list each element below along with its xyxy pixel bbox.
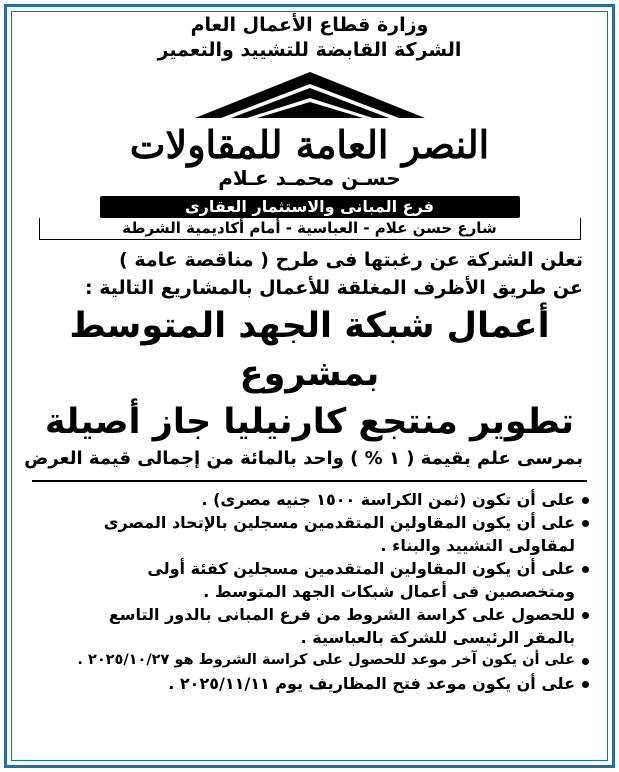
person-name: حسـن محمـد عـلام xyxy=(218,166,401,190)
condition-item xyxy=(28,511,589,534)
condition-item xyxy=(28,603,589,626)
condition-continuation xyxy=(28,534,589,557)
condition-item xyxy=(28,557,589,580)
condition-text: على أن تكون (ثمن الكراسة ١٥٠٠ جنيه مصرى) . xyxy=(201,490,575,509)
bullet-icon xyxy=(582,612,589,619)
condition-text: للحصول على كراسة الشروط من فرع المبانى بالدور التاسع xyxy=(108,605,575,624)
ad-content xyxy=(18,12,601,758)
insurance-line: بمرسى علم بقيمة ( ١ % ) واحد بالمائة من إجمالى قيمة العرض xyxy=(24,448,583,469)
holding-company: الشركة القابضة للتشييد والتعمير xyxy=(157,39,462,61)
branch-address: شارع حسن علام - العباسية - أمام أكاديمية الشرطة xyxy=(39,218,581,240)
conditions-list xyxy=(18,488,601,695)
announcement-line-2: عن طريق الأظرف المغلقة للأعمال بالمشاريع التالية : xyxy=(85,277,583,299)
company-logo-icon xyxy=(18,66,601,122)
bullet-icon xyxy=(582,681,589,688)
project-headline-1: أعمال شبكة الجهد المتوسط بمشروع xyxy=(69,306,550,394)
condition-item xyxy=(28,649,589,672)
company-name: النصر العامة للمقاولات xyxy=(129,122,490,167)
bullet-icon xyxy=(582,497,589,504)
condition-text: على أن يكون المقاولين المتقدمين مسجلين بالإتحاد المصرى xyxy=(103,513,575,532)
condition-item xyxy=(28,672,589,695)
ministry-title: وزارة قطاع الأعمال العام xyxy=(190,14,429,36)
condition-text: بالمقر الرئيسى للشركة بالعباسية . xyxy=(300,628,575,647)
project-headline-2: تطوير منتجع كارنيليا جاز أصيلة xyxy=(44,402,575,442)
condition-text: على أن يكون المقاولين المتقدمين مسجلين كفئة أولى xyxy=(147,559,575,578)
bullet-icon xyxy=(582,658,589,665)
announcement-line-1: تعلن الشركة عن رغبتها فى طرح ( مناقصة عامة ) xyxy=(119,249,583,271)
condition-text: لمقاولى التشييد والبناء . xyxy=(380,536,575,555)
branch-banner: فرع المبانى والاستثمار العقارى xyxy=(100,196,520,218)
condition-continuation xyxy=(28,580,589,603)
condition-continuation xyxy=(28,626,589,649)
bullet-icon xyxy=(582,520,589,527)
condition-text: ومتخصصين فى أعمال شبكات الجهد المتوسط . xyxy=(203,582,575,601)
section-divider xyxy=(32,480,587,482)
condition-item xyxy=(28,488,589,511)
condition-text: على أن يكون آخر موعد للحصول على كراسة الشروط هو ٢٠٢٥/١٠/٢٧ . xyxy=(77,652,575,668)
condition-text: على أن يكون موعد فتح المظاريف يوم ٢٠٢٥/١١/١١ . xyxy=(168,674,575,693)
bullet-icon xyxy=(582,566,589,573)
